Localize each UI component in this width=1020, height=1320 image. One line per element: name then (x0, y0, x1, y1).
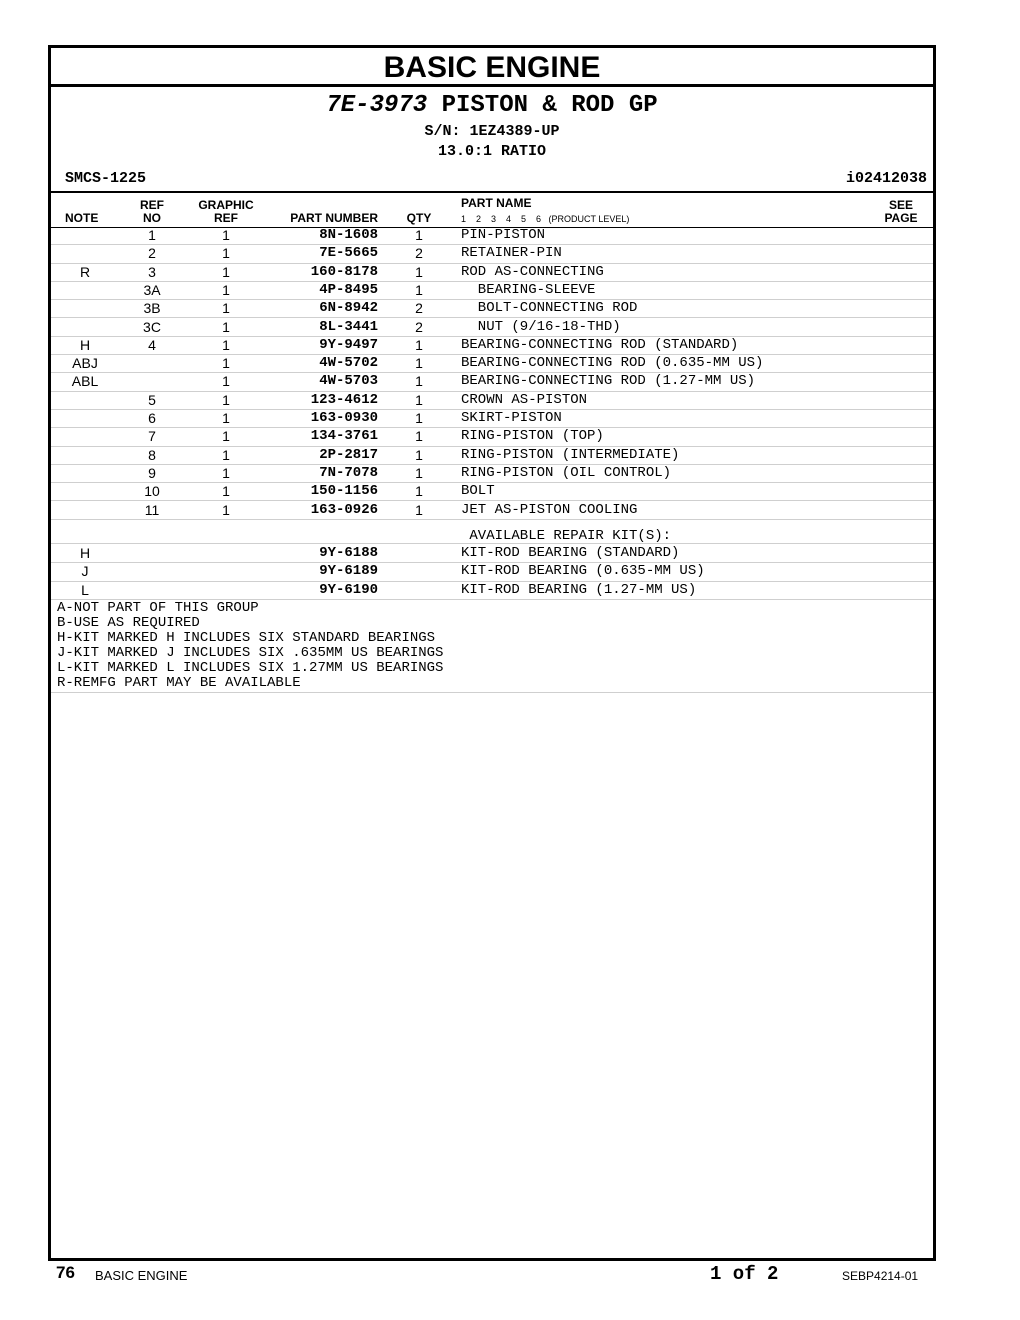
serial-range: S/N: 1EZ4389-UP (424, 123, 560, 140)
qty-cell: 1 (415, 446, 423, 463)
kits-heading: AVAILABLE REPAIR KIT(S): (461, 528, 672, 544)
table-header (51, 191, 933, 228)
part-number-cell: 160-8178 (310, 263, 378, 280)
part-name-cell: RING-PISTON (TOP) (461, 428, 604, 445)
part-number-cell: 4P-8495 (319, 281, 378, 298)
graphic-ref-cell: 1 (222, 355, 230, 372)
header-see-top: SEE (888, 198, 913, 212)
kit-row (51, 581, 933, 600)
part-number-cell: 8N-1608 (319, 227, 378, 243)
table-row (51, 299, 933, 318)
qty-cell: 1 (415, 355, 423, 372)
kit-part-number-cell: 9Y-6188 (319, 545, 378, 561)
part-number-cell: 150-1156 (310, 483, 378, 500)
ref-no-cell: 3B (143, 300, 161, 317)
ref-no-cell: 9 (148, 464, 156, 481)
header-graphic-bottom: REF (214, 211, 238, 225)
ref-no-cell: 3C (143, 318, 161, 335)
kit-name-cell: KIT-ROD BEARING (STANDARD) (461, 545, 680, 561)
part-number-cell: 6N-8942 (319, 300, 378, 317)
table-row (51, 464, 933, 483)
part-number-cell: 9Y-9497 (319, 336, 378, 353)
ref-no-cell: 7 (148, 428, 156, 445)
part-name-cell: SKIRT-PISTON (461, 410, 562, 426)
qty-cell: 2 (415, 300, 423, 317)
table-row (51, 482, 933, 501)
part-name-cell: PIN-PISTON (461, 227, 546, 243)
graphic-ref-cell: 1 (222, 501, 230, 518)
group-number: 7E-3973 (326, 92, 428, 119)
table-row (51, 354, 933, 373)
table-row (51, 409, 933, 428)
qty-cell: 1 (415, 336, 423, 353)
part-name-cell: BOLT-CONNECTING ROD (461, 300, 638, 317)
qty-cell: 1 (415, 428, 423, 445)
table-row (51, 372, 933, 391)
graphic-ref-cell: 1 (222, 410, 230, 426)
section-title: BASIC ENGINE (51, 48, 933, 87)
kit-note-cell: H (79, 545, 91, 561)
table-row (51, 427, 933, 446)
header-product-levels: 1 2 3 4 5 6 (PRODUCT LEVEL) (461, 214, 630, 224)
part-number-cell: 4W-5702 (319, 355, 378, 372)
qty-cell: 2 (415, 318, 423, 335)
header-part-name: PART NAME (461, 196, 532, 210)
kit-note-cell: J (81, 563, 89, 580)
part-name-cell: RETAINER-PIN (461, 245, 562, 262)
graphic-ref-cell: 1 (222, 336, 230, 353)
ref-no-cell: 1 (148, 227, 156, 243)
ref-no-cell: 6 (148, 410, 156, 426)
page-frame (48, 45, 936, 1261)
graphic-ref-cell: 1 (222, 391, 230, 408)
table-row (51, 391, 933, 410)
part-name-cell: NUT (9/16-18-THD) (461, 318, 621, 335)
footer-section: BASIC ENGINE (95, 1268, 188, 1283)
graphic-ref-cell: 1 (222, 263, 230, 280)
qty-cell: 1 (415, 483, 423, 500)
header-ref-bottom: NO (143, 211, 161, 225)
qty-cell: 2 (415, 245, 423, 262)
header-see-bottom: PAGE (884, 211, 918, 225)
note-cell: H (79, 336, 91, 353)
footer-page-of: 1 of 2 (710, 1263, 779, 1285)
table-row (51, 226, 933, 245)
note-cell: ABL (71, 373, 99, 390)
illustration-id: i02412038 (845, 170, 927, 187)
note-line: A-NOT PART OF THIS GROUP (57, 600, 259, 616)
qty-cell: 1 (415, 373, 423, 390)
qty-cell: 1 (415, 410, 423, 426)
graphic-ref-cell: 1 (222, 318, 230, 335)
part-number-cell: 8L-3441 (319, 318, 378, 335)
graphic-ref-cell: 1 (222, 227, 230, 243)
graphic-ref-cell: 1 (222, 464, 230, 481)
qty-cell: 1 (415, 391, 423, 408)
header-graphic-top: GRAPHIC (198, 198, 254, 212)
part-number-cell: 4W-5703 (319, 373, 378, 390)
part-number-cell: 134-3761 (310, 428, 378, 445)
ref-no-cell: 2 (148, 245, 156, 262)
smcs-code: SMCS-1225 (65, 170, 147, 187)
table-row (51, 244, 933, 263)
compression-ratio: 13.0:1 RATIO (437, 143, 547, 160)
qty-cell: 1 (415, 227, 423, 243)
group-title (51, 92, 933, 120)
table-row (51, 446, 933, 465)
qty-cell: 1 (415, 501, 423, 518)
note-line: L-KIT MARKED L INCLUDES SIX 1.27MM US BEARINGS (57, 660, 444, 676)
note-line: J-KIT MARKED J INCLUDES SIX .635MM US BEARINGS (57, 645, 444, 661)
notes-list (57, 601, 933, 691)
header-note: NOTE (65, 211, 99, 225)
header-ref-top: REF (140, 198, 164, 212)
graphic-ref-cell: 1 (222, 281, 230, 298)
note-cell: R (79, 263, 91, 280)
part-number-cell: 7E-5665 (319, 245, 378, 262)
ref-no-cell: 3 (148, 263, 156, 280)
graphic-ref-cell: 1 (222, 373, 230, 390)
footer-doc-number: SEBP4214-01 (842, 1269, 919, 1283)
part-name-cell: JET AS-PISTON COOLING (461, 501, 638, 518)
part-name-cell: BEARING-CONNECTING ROD (1.27-MM US) (461, 373, 756, 390)
kit-part-number-cell: 9Y-6189 (319, 563, 378, 580)
part-name-cell: ROD AS-CONNECTING (461, 263, 604, 280)
kit-row (51, 562, 933, 581)
part-number-cell: 163-0930 (310, 410, 378, 426)
part-name-cell: CROWN AS-PISTON (461, 391, 588, 408)
table-row (51, 263, 933, 282)
part-number-cell: 7N-7078 (319, 464, 378, 481)
table-row (51, 281, 933, 300)
notes-divider (51, 692, 933, 693)
graphic-ref-cell: 1 (222, 428, 230, 445)
part-number-cell: 123-4612 (310, 391, 378, 408)
ref-no-cell: 3A (143, 281, 161, 298)
graphic-ref-cell: 1 (222, 446, 230, 463)
header-part-number: PART NUMBER (290, 211, 378, 225)
graphic-ref-cell: 1 (222, 483, 230, 500)
kit-name-cell: KIT-ROD BEARING (0.635-MM US) (461, 563, 705, 580)
note-cell: ABJ (72, 355, 98, 372)
kit-row (51, 544, 933, 563)
group-name: PISTON & ROD GP (441, 92, 658, 119)
part-name-cell: BEARING-CONNECTING ROD (STANDARD) (461, 336, 739, 353)
footer-page-number: 76 (56, 1263, 75, 1282)
header-qty: QTY (406, 211, 432, 225)
ref-no-cell: 8 (148, 446, 156, 463)
part-name-cell: BOLT (461, 483, 495, 500)
part-name-cell: BEARING-SLEEVE (461, 281, 596, 298)
part-number-cell: 163-0926 (310, 501, 378, 518)
part-number-cell: 2P-2817 (319, 446, 378, 463)
ref-no-cell: 4 (148, 336, 156, 353)
table-row (51, 336, 933, 355)
note-line: H-KIT MARKED H INCLUDES SIX STANDARD BEARINGS (57, 630, 436, 646)
qty-cell: 1 (415, 281, 423, 298)
note-line: R-REMFG PART MAY BE AVAILABLE (57, 675, 301, 691)
kits-heading-row (51, 525, 933, 544)
graphic-ref-cell: 1 (222, 245, 230, 262)
part-name-cell: RING-PISTON (INTERMEDIATE) (461, 446, 680, 463)
qty-cell: 1 (415, 263, 423, 280)
kit-name-cell: KIT-ROD BEARING (1.27-MM US) (461, 581, 697, 598)
graphic-ref-cell: 1 (222, 300, 230, 317)
note-line: B-USE AS REQUIRED (57, 615, 200, 631)
ref-no-cell: 11 (144, 501, 160, 518)
table-row (51, 501, 933, 520)
qty-cell: 1 (415, 464, 423, 481)
kit-part-number-cell: 9Y-6190 (319, 581, 378, 598)
table-row (51, 318, 933, 337)
ref-no-cell: 10 (144, 483, 160, 500)
ref-no-cell: 5 (148, 391, 156, 408)
kit-note-cell: L (81, 581, 89, 598)
part-name-cell: RING-PISTON (OIL CONTROL) (461, 464, 672, 481)
part-name-cell: BEARING-CONNECTING ROD (0.635-MM US) (461, 355, 764, 372)
